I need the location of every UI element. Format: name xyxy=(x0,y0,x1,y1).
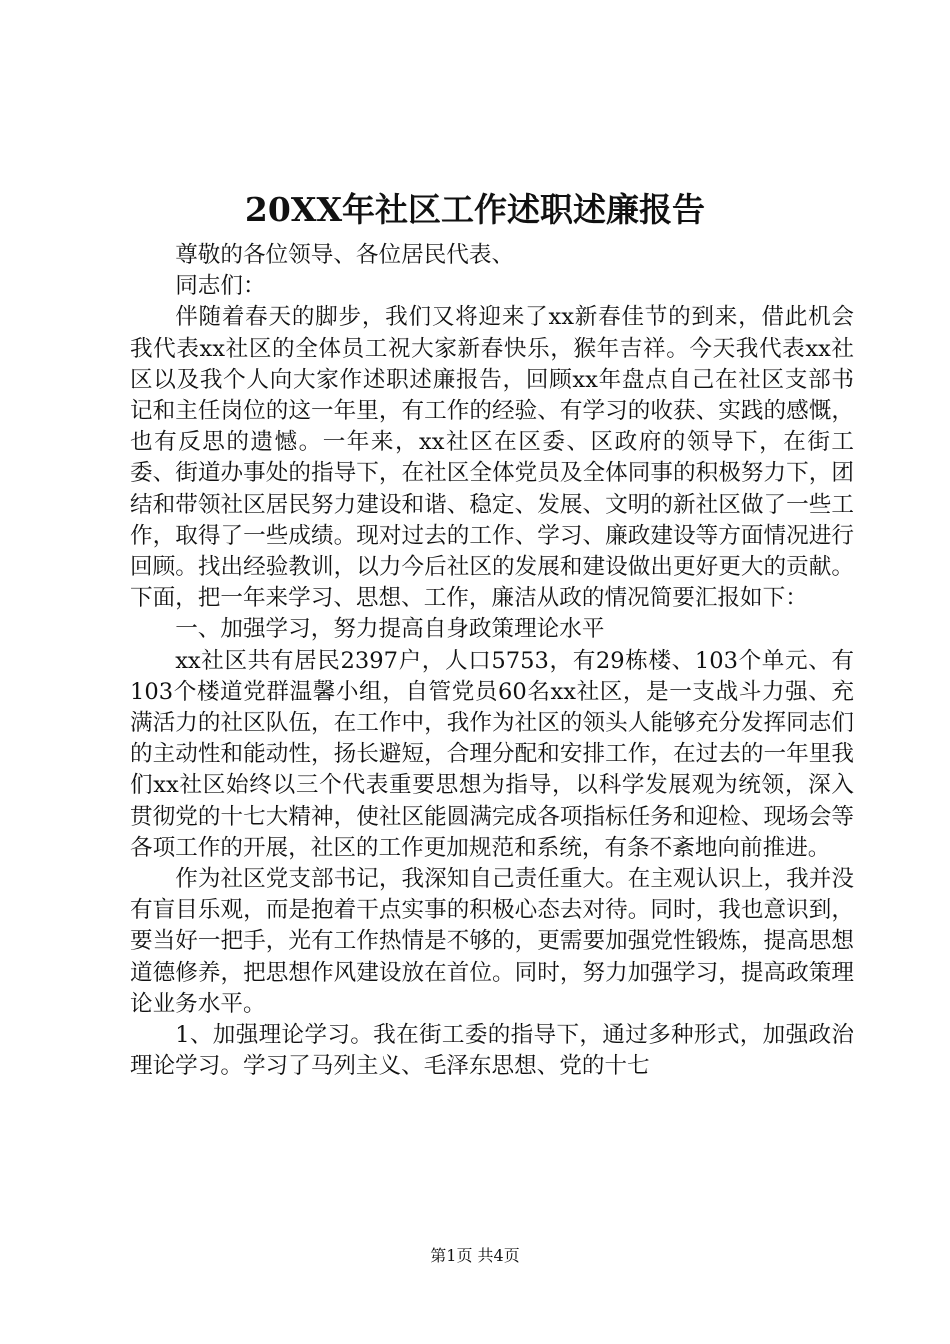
document-title: 20XX年社区工作述职述廉报告 xyxy=(244,190,706,229)
page-indicator: 第1页 共4页 xyxy=(430,1246,520,1265)
paragraph-theory-study: 1、加强理论学习。我在街工委的指导下，通过多种形式，加强政治理论学习。学习了马列主义、毛泽东思想、党的十七 xyxy=(130,1022,854,1080)
paragraph-party-secretary: 作为社区党支部书记，我深知自己责任重大。在主观认识上，我并没有盲目乐观，而是抱着干点实事的积极心态去对待。同时，我也意识到，要当好一把手，光有工作热情是不够的，更需要加强党性锻炼，提高思想道德修养，把思想作风建设放在首位。同时，努力加强学习，提高政策理论业务水平。 xyxy=(130,866,854,1017)
salutation-line-1: 尊敬的各位领导、各位居民代表、 xyxy=(175,242,515,268)
paragraph-community-overview: xx社区共有居民2397户，人口5753，有29栋楼、103个单元、有103个楼道党群温馨小组，自管党员60名xx社区，是一支战斗力强、充满活力的社区队伍，在工作中，我作为社区的领头人能够充分发挥同志们的主动性和能动性，扬长避短，合理分配和安排工作，在过去的一年里我们xx社区始终以三个代表重要思想为指导，以科学发展观为统领，深入贯彻党的十七大精神，使社区能圆满完成各项指标任务和迎检、现场会等各项工作的开展，社区的工作更加规范和系统，有条不紊地向前推进。 xyxy=(130,647,854,861)
paragraph-intro: 伴随着春天的脚步，我们又将迎来了xx新春佳节的到来，借此机会我代表xx社区的全体员工祝大家新春快乐，猴年吉祥。今天我代表xx社区以及我个人向大家作述职述廉报告，回顾xx年盘点自己在社区支部书记和主任岗位的这一年里，有工作的经验、有学习的收获、实践的感慨，也有反思的遗憾。一年来，xx社区在区委、区政府的领导下，在街工委、街道办事处的指导下，在社区全体党员及全体同事的积极努力下，团结和带领社区居民努力建设和谐、稳定、发展、文明的新社区做了一些工作，取得了一些成绩。现对过去的工作、学习、廉政建设等方面情况进行回顾。找出经验教训，以力今后社区的发展和建设做出更好更大的贡献。下面，把一年来学习、思想、工作，廉洁从政的情况简要汇报如下： xyxy=(130,304,854,612)
salutation-line-2: 同志们： xyxy=(175,273,266,300)
section-heading-1: 一、加强学习，努力提高自身政策理论水平 xyxy=(175,616,605,643)
document-body xyxy=(130,240,854,1082)
